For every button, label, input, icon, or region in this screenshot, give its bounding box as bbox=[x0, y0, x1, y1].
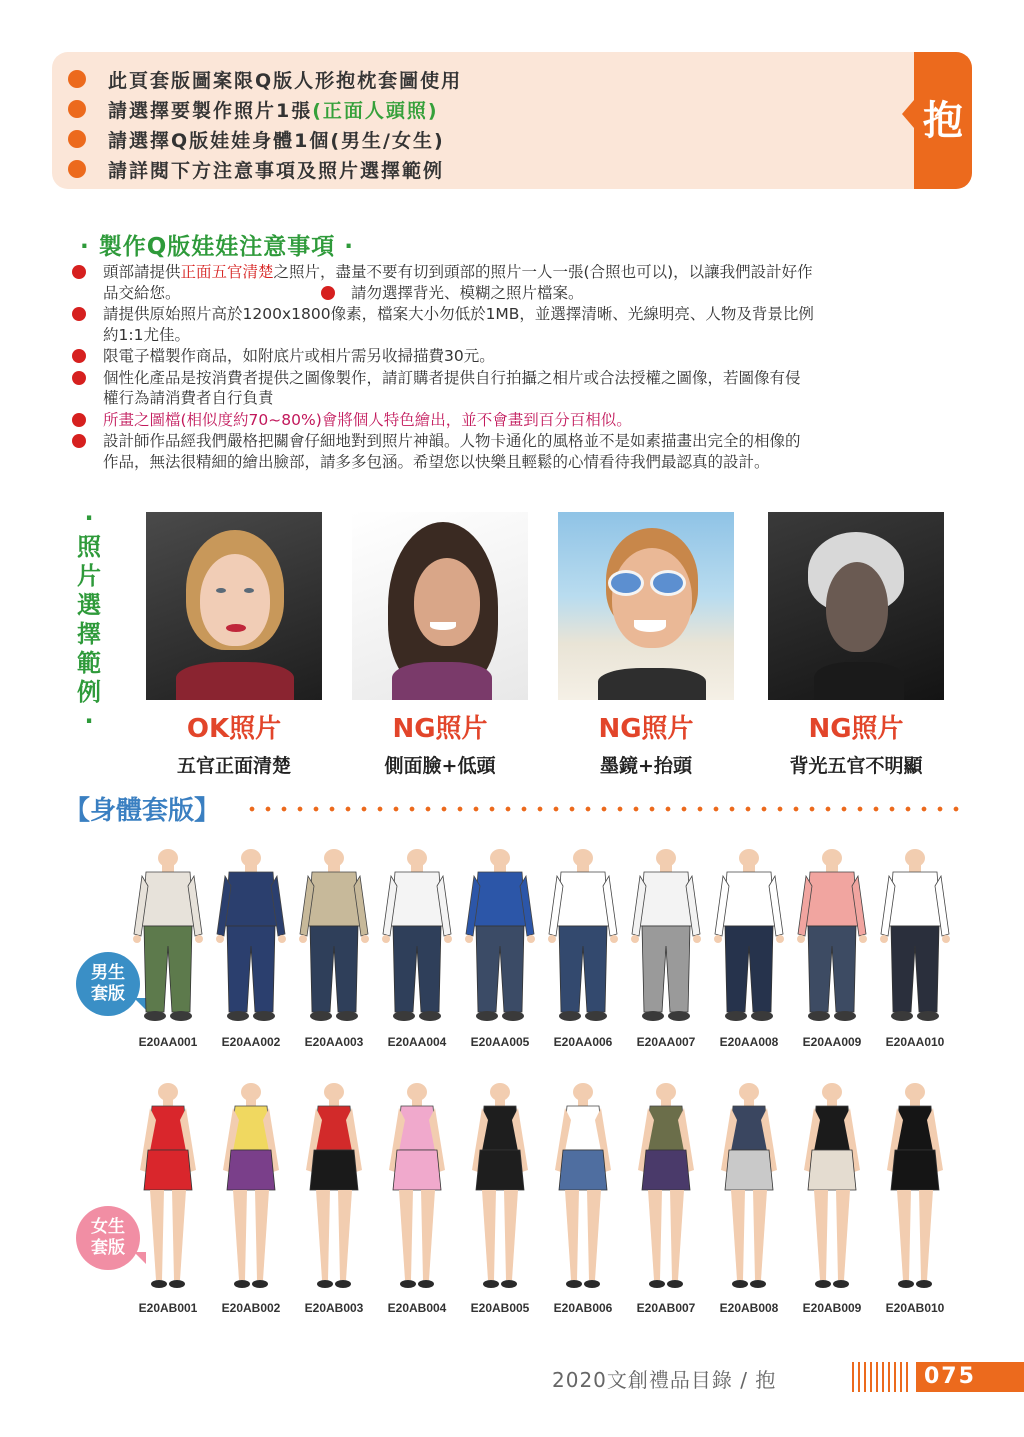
footer-stripes bbox=[852, 1362, 912, 1392]
female-body-template[interactable] bbox=[128, 1080, 208, 1295]
template-code: E20AA002 bbox=[221, 1035, 281, 1049]
photo-tag: NG照片 bbox=[808, 714, 904, 744]
side-tab-notch bbox=[902, 100, 914, 128]
side-tab bbox=[914, 52, 972, 189]
bullet-icon bbox=[72, 371, 86, 385]
bullet-icon bbox=[72, 265, 86, 279]
note-text: 個性化產品是按消費者提供之圖像製作，請訂購者提供自行拍攝之相片或合法授權之圖像，若圖像有侵 bbox=[103, 368, 801, 387]
note-item bbox=[72, 262, 952, 303]
note-text: 限電子檔製作商品，如附底片或相片需另收掃描費30元。 bbox=[103, 347, 495, 365]
template-code: E20AA007 bbox=[636, 1035, 696, 1049]
template-code: E20AB001 bbox=[138, 1301, 198, 1315]
photo-image bbox=[558, 512, 734, 700]
note-text: 約1:1尤佳。 bbox=[103, 325, 190, 344]
photo-example-ng-side bbox=[352, 512, 528, 778]
photo-image bbox=[768, 512, 944, 700]
footer-catalog-title: 2020文創禮品目錄 / 抱 bbox=[552, 1368, 777, 1392]
page-number: 075 bbox=[916, 1362, 1024, 1392]
photo-example-ng-sunglasses bbox=[558, 512, 734, 778]
note-text: 所畫之圖檔(相似度約70~80%)會將個人特色繪出，並不會畫到百分百相似。 bbox=[103, 410, 632, 429]
female-body-template[interactable] bbox=[792, 1080, 872, 1295]
note-item bbox=[72, 431, 952, 472]
male-body-template[interactable] bbox=[294, 846, 374, 1026]
male-body-template[interactable] bbox=[128, 846, 208, 1026]
male-body-template[interactable] bbox=[377, 846, 457, 1026]
note-text: 作品，無法很精細的繪出臉部，請多多包涵。希望您以快樂且輕鬆的心情看待我們最認真的設計。 bbox=[103, 452, 770, 471]
requirement-item bbox=[68, 64, 462, 94]
female-body-template[interactable] bbox=[377, 1080, 457, 1295]
notes-list bbox=[72, 262, 952, 473]
note-text: 頭部請提供 bbox=[103, 263, 181, 281]
template-code: E20AB007 bbox=[636, 1301, 696, 1315]
bullet-icon bbox=[72, 349, 86, 363]
template-code: E20AA010 bbox=[885, 1035, 945, 1049]
requirements-box bbox=[52, 52, 972, 189]
note-item bbox=[72, 304, 952, 345]
note-text: 品交給您。 bbox=[103, 283, 181, 302]
requirement-text: 請選擇Q版娃娃身體1個(男生/女生) bbox=[108, 129, 445, 152]
note-text: 之照片，盡量不要有切到頭部的照片一人一張(合照也可以)，以讓我們設計好作 bbox=[273, 263, 813, 281]
bullet-icon bbox=[72, 434, 86, 448]
note-text: 請提供原始照片高於1200x1800像素，檔案大小勿低於1MB，並選擇清晰、光線明亮、人物及背景比例 bbox=[103, 305, 814, 323]
female-body-template[interactable] bbox=[294, 1080, 374, 1295]
bullet-icon bbox=[321, 286, 335, 300]
template-code: E20AB002 bbox=[221, 1301, 281, 1315]
badge-text: 男生 bbox=[91, 963, 125, 983]
male-body-template[interactable] bbox=[709, 846, 789, 1026]
photo-desc: 五官正面清楚 bbox=[176, 755, 291, 777]
side-tab-label: 抱 bbox=[923, 98, 963, 144]
bullet-icon bbox=[68, 100, 86, 118]
note-item bbox=[72, 410, 952, 431]
photo-image bbox=[146, 512, 322, 700]
bullet-icon bbox=[68, 130, 86, 148]
badge-text: 套版 bbox=[91, 984, 125, 1004]
bullet-icon bbox=[68, 160, 86, 178]
template-code: E20AA006 bbox=[553, 1035, 613, 1049]
requirement-item bbox=[68, 154, 462, 184]
dotted-divider bbox=[244, 806, 964, 812]
male-body-template[interactable] bbox=[211, 846, 291, 1026]
male-body-template[interactable] bbox=[543, 846, 623, 1026]
requirement-text: 此頁套版圖案限Q版人形抱枕套圖使用 bbox=[108, 69, 463, 92]
template-code: E20AB010 bbox=[885, 1301, 945, 1315]
photo-example-ng-backlight bbox=[768, 512, 944, 778]
female-body-template[interactable] bbox=[543, 1080, 623, 1295]
template-code: E20AA005 bbox=[470, 1035, 530, 1049]
male-body-template[interactable] bbox=[875, 846, 955, 1026]
female-body-template[interactable] bbox=[875, 1080, 955, 1295]
photo-example-ok bbox=[146, 512, 322, 778]
requirement-item bbox=[68, 94, 462, 124]
photo-desc: 墨鏡+抬頭 bbox=[600, 755, 692, 777]
note-item bbox=[72, 368, 952, 409]
male-body-template[interactable] bbox=[626, 846, 706, 1026]
male-body-template[interactable] bbox=[792, 846, 872, 1026]
requirements-list bbox=[68, 64, 462, 184]
requirement-highlight: (正面人頭照) bbox=[312, 99, 439, 122]
female-body-template[interactable] bbox=[626, 1080, 706, 1295]
badge-text: 套版 bbox=[91, 1238, 125, 1258]
photo-section-label: · 照 片 選 擇 範 例 · bbox=[77, 504, 101, 735]
note-text: 權行為請消費者自行負責 bbox=[103, 389, 274, 407]
male-body-template[interactable] bbox=[460, 846, 540, 1026]
bullet-icon bbox=[68, 70, 86, 88]
photo-image bbox=[352, 512, 528, 700]
note-text: 設計師作品經我們嚴格把關會仔細地對到照片神韻。人物卡通化的風格並不是如素描畫出完全的相像的 bbox=[103, 432, 801, 450]
template-code: E20AA008 bbox=[719, 1035, 779, 1049]
template-code: E20AB009 bbox=[802, 1301, 862, 1315]
template-code: E20AB008 bbox=[719, 1301, 779, 1315]
template-code: E20AB003 bbox=[304, 1301, 364, 1315]
female-body-template[interactable] bbox=[460, 1080, 540, 1295]
female-body-template[interactable] bbox=[211, 1080, 291, 1295]
template-code: E20AA001 bbox=[138, 1035, 198, 1049]
bullet-icon bbox=[72, 307, 86, 321]
template-code: E20AB005 bbox=[470, 1301, 530, 1315]
template-code: E20AA004 bbox=[387, 1035, 447, 1049]
template-code: E20AA009 bbox=[802, 1035, 862, 1049]
note-emphasis: 正面五官清楚 bbox=[180, 263, 274, 281]
photo-tag: NG照片 bbox=[598, 714, 694, 744]
template-code: E20AA003 bbox=[304, 1035, 364, 1049]
requirement-item bbox=[68, 124, 462, 154]
template-code: E20AB006 bbox=[553, 1301, 613, 1315]
female-body-template[interactable] bbox=[709, 1080, 789, 1295]
notes-title: · 製作Q版娃娃注意事項 · bbox=[80, 234, 355, 260]
requirement-text: 請選擇要製作照片1張 bbox=[108, 99, 313, 122]
body-section-title: 【身體套版】 bbox=[64, 796, 221, 826]
photo-desc: 背光五官不明顯 bbox=[789, 755, 923, 777]
requirement-text: 請詳閱下方注意事項及照片選擇範例 bbox=[108, 159, 445, 182]
photo-tag: OK照片 bbox=[186, 714, 282, 744]
badge-text: 女生 bbox=[91, 1217, 125, 1237]
template-code: E20AB004 bbox=[387, 1301, 447, 1315]
bullet-icon bbox=[72, 413, 86, 427]
note-item bbox=[72, 346, 952, 367]
photo-desc: 側面臉+低頭 bbox=[384, 755, 496, 777]
note-text: 請勿選擇背光、模糊之照片檔案。 bbox=[351, 283, 584, 302]
photo-tag: NG照片 bbox=[392, 714, 488, 744]
